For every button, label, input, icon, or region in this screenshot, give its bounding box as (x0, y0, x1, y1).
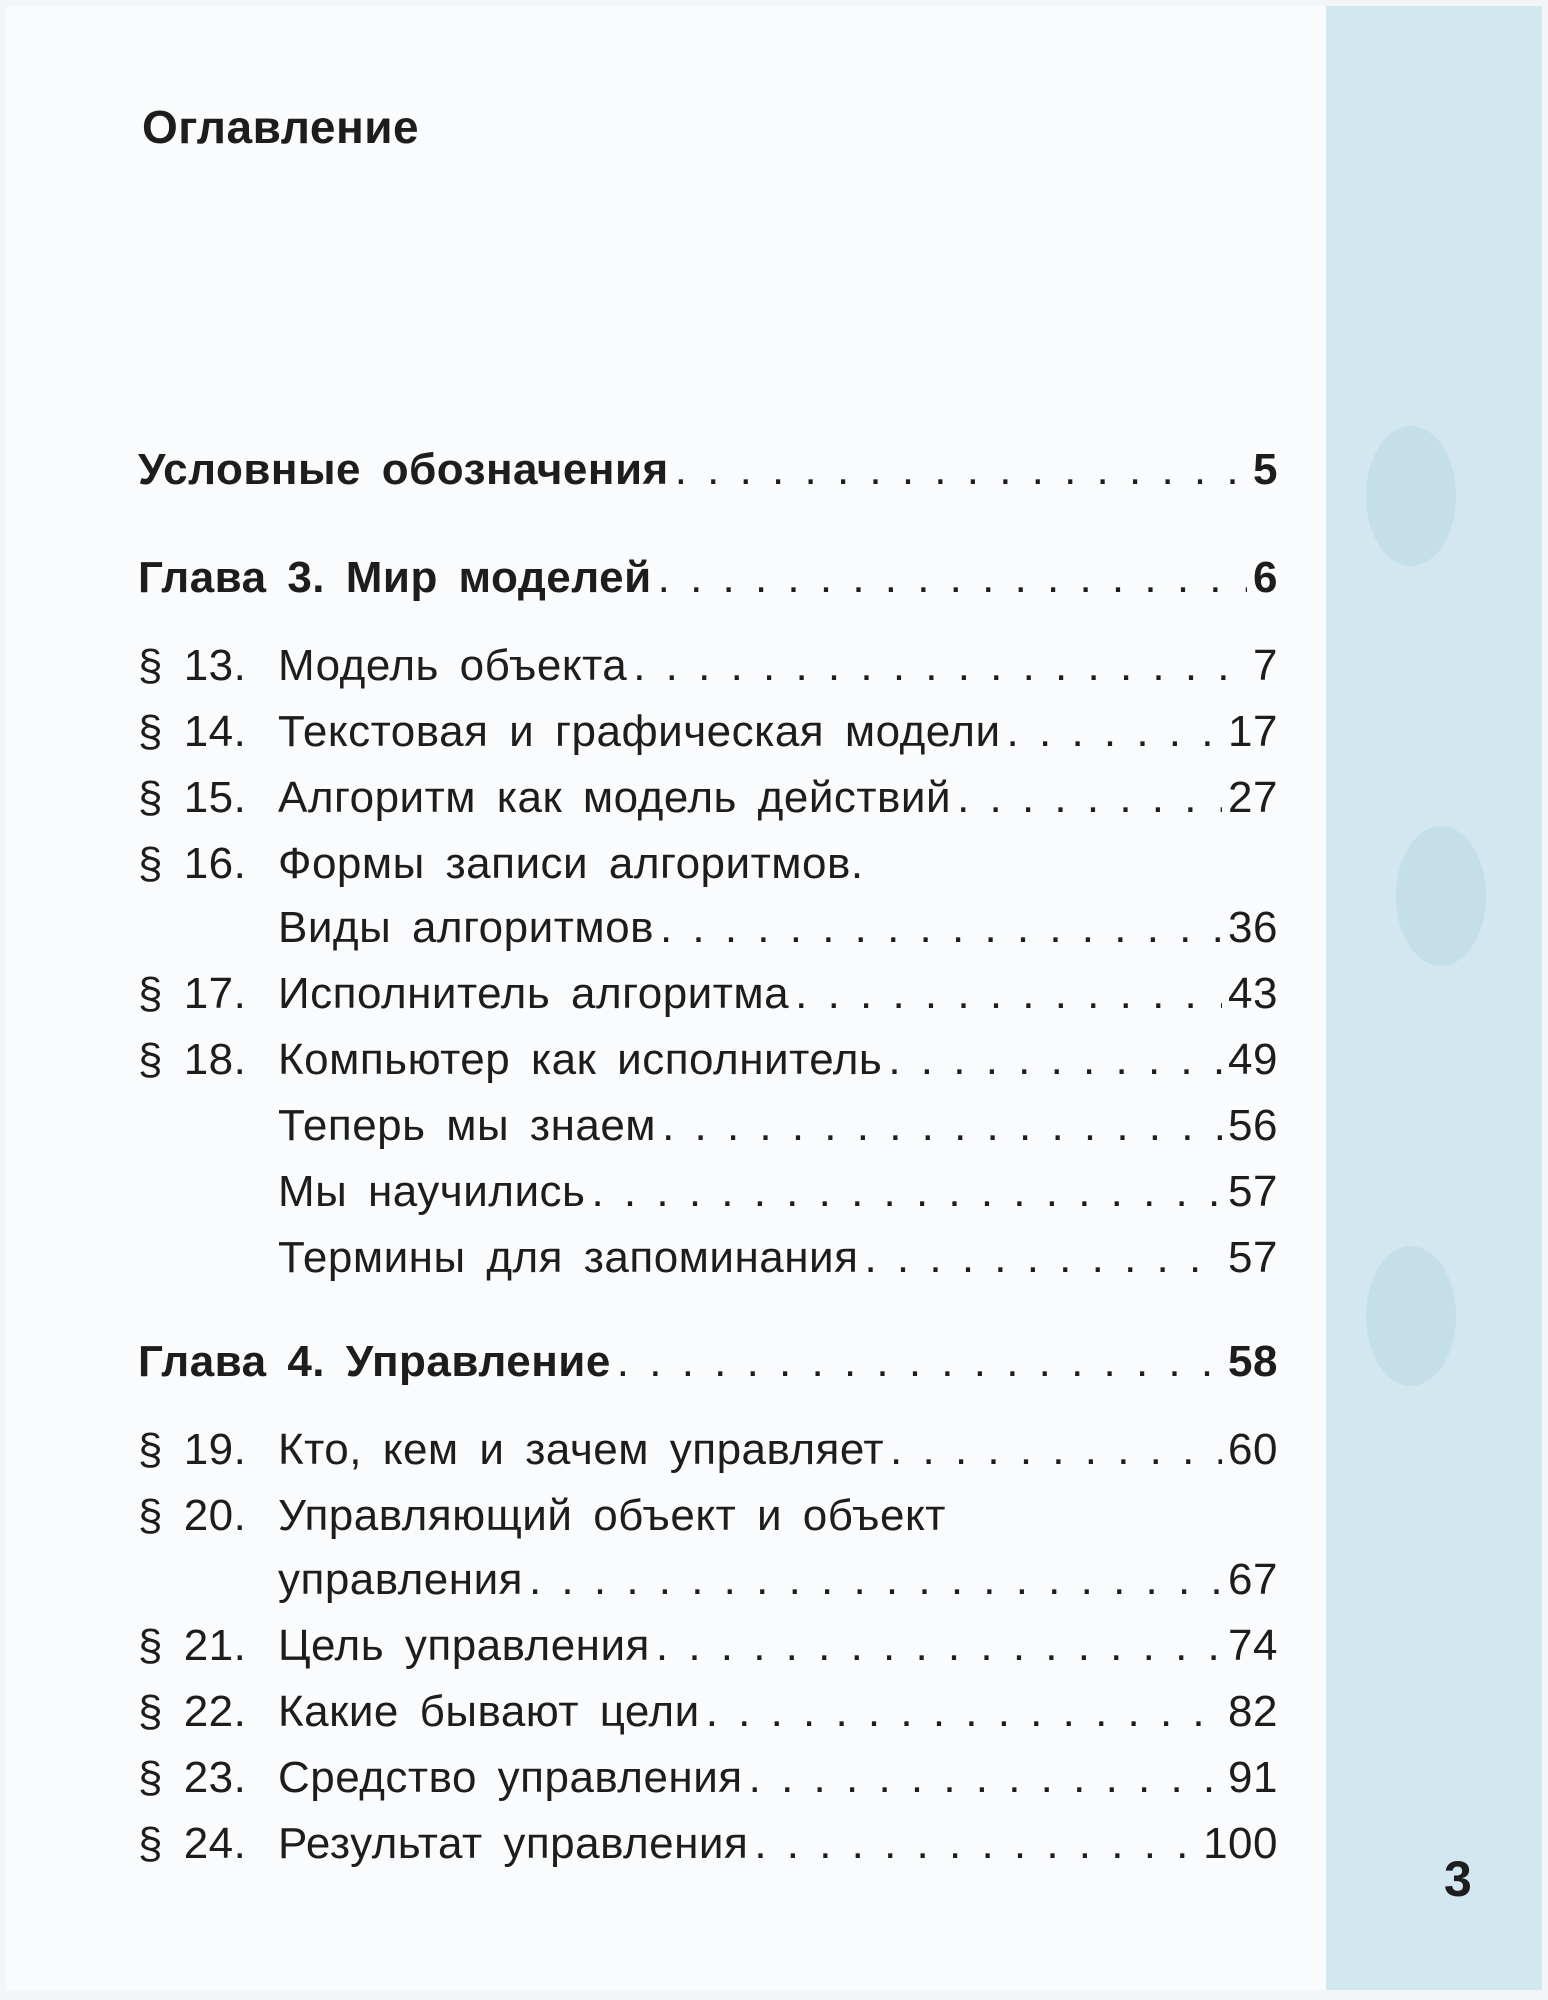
toc-entry-number: § 20. (138, 1491, 247, 1540)
decor-leaf-shape (1366, 426, 1456, 566)
dot-leader (864, 1228, 1222, 1288)
toc-entry-page: 7 (1253, 641, 1278, 690)
toc-entry-title: Какие бывают цели (278, 1687, 700, 1736)
toc-entry-page: 36 (1228, 903, 1278, 952)
toc-entry-number: § 19. (138, 1425, 247, 1474)
dot-leader (675, 440, 1247, 500)
toc-entry-page: 58 (1228, 1337, 1278, 1386)
dot-leader (706, 1682, 1222, 1742)
toc-entry-title: Средство управления (278, 1753, 743, 1802)
decor-leaf-shape (1396, 826, 1486, 966)
toc-entry-number: § 13. (138, 641, 247, 690)
toc-entry-title: Цель управления (278, 1621, 650, 1670)
dot-leader (957, 768, 1222, 828)
toc-entry[interactable] (138, 702, 1278, 762)
dot-leader (749, 1748, 1222, 1808)
toc-entry-page: 43 (1228, 969, 1278, 1018)
toc-entry-title: Алгоритм как модель действий (278, 773, 952, 822)
toc-entry-page: 5 (1253, 445, 1278, 494)
toc-chapter-entry[interactable] (138, 1332, 1278, 1392)
toc-entry[interactable] (138, 636, 1278, 696)
toc-entry-number: § 16. (138, 839, 247, 888)
toc-entry-page: 67 (1228, 1555, 1278, 1604)
toc-entry-page: 82 (1228, 1687, 1278, 1736)
dot-leader (888, 1030, 1222, 1090)
toc-entry-page: 6 (1253, 553, 1278, 602)
dot-leader (754, 1814, 1197, 1874)
toc-heading: Оглавление (142, 101, 420, 153)
dot-leader (591, 1162, 1222, 1222)
toc-entry-continuation[interactable] (278, 1550, 1278, 1610)
dot-leader (633, 636, 1247, 696)
toc-entry[interactable] (278, 1162, 1278, 1222)
decor-leaf-shape (1366, 1246, 1456, 1386)
toc-entry[interactable] (138, 440, 1278, 500)
toc-entry[interactable] (138, 964, 1278, 1024)
toc-entry-title: Кто, кем и зачем управляет (278, 1425, 885, 1474)
toc-entry-number: § 22. (138, 1687, 247, 1736)
toc-entry-continuation[interactable] (278, 898, 1278, 958)
toc-entry-page: 91 (1228, 1753, 1278, 1802)
toc-entry-page: 56 (1228, 1101, 1278, 1150)
side-decoration-strip (1326, 6, 1542, 1990)
toc-entry[interactable] (278, 1096, 1278, 1156)
toc-entry[interactable] (138, 1682, 1278, 1742)
toc-entry[interactable] (138, 834, 1278, 894)
toc-entry[interactable] (138, 768, 1278, 828)
dot-leader (1007, 702, 1223, 762)
toc-entry-number: § 18. (138, 1035, 247, 1084)
dot-leader (617, 1332, 1222, 1392)
dot-leader (658, 548, 1247, 608)
toc-chapter-entry[interactable] (138, 548, 1278, 608)
toc-entry-page: 57 (1228, 1233, 1278, 1282)
dot-leader (529, 1550, 1222, 1610)
toc-entry[interactable] (138, 1486, 1278, 1546)
toc-entry-number: § 23. (138, 1753, 247, 1802)
toc-entry[interactable] (138, 1814, 1278, 1874)
toc-entry-title: Формы записи алгоритмов. (278, 839, 864, 888)
toc-entry-page: 27 (1228, 773, 1278, 822)
toc-entry-title: Результат управления (278, 1819, 749, 1868)
toc-entry-page: 100 (1203, 1819, 1278, 1868)
toc-entry-title: Теперь мы знаем (278, 1101, 657, 1150)
toc-entry-number: § 21. (138, 1621, 247, 1670)
toc-entry[interactable] (138, 1748, 1278, 1808)
toc-entry-page: 17 (1228, 707, 1278, 756)
toc-entry-title: Исполнитель алгоритма (278, 969, 790, 1018)
dot-leader (890, 1420, 1222, 1480)
toc-entry-number: § 15. (138, 773, 247, 822)
toc-entry-page: 49 (1228, 1035, 1278, 1084)
toc-entry-title: управления (278, 1555, 523, 1604)
toc-entry-title: Компьютер как исполнитель (278, 1035, 883, 1084)
toc-entry[interactable] (278, 1228, 1278, 1288)
toc-entry-number: § 14. (138, 707, 247, 756)
dot-leader (656, 1616, 1222, 1676)
toc-entry-number: § 24. (138, 1819, 247, 1868)
dot-leader (795, 964, 1222, 1024)
toc-entry-title: Модель объекта (278, 641, 628, 690)
toc-entry[interactable] (138, 1030, 1278, 1090)
toc-entry-title: Управляющий объект и объект (278, 1491, 946, 1540)
toc-entry-title: Условные обозначения (138, 445, 669, 494)
toc-entry-page: 60 (1228, 1425, 1278, 1474)
dot-leader (662, 1096, 1222, 1156)
dot-leader (660, 898, 1222, 958)
page-number: 3 (1444, 1851, 1472, 1907)
toc-entry-title: Термины для запоминания (278, 1233, 859, 1282)
toc-entry-number: § 17. (138, 969, 247, 1018)
toc-entry-title: Мы научились (278, 1167, 586, 1216)
toc-entry[interactable] (138, 1616, 1278, 1676)
toc-entry[interactable] (138, 1420, 1278, 1480)
toc-entry-title: Глава 3. Мир моделей (138, 553, 652, 602)
toc-entry-title: Глава 4. Управление (138, 1337, 611, 1386)
toc-entry-page: 74 (1228, 1621, 1278, 1670)
toc-entry-title: Текстовая и графическая модели (278, 707, 1001, 756)
toc-entry-title: Виды алгоритмов (278, 903, 654, 952)
toc-entry-page: 57 (1228, 1167, 1278, 1216)
